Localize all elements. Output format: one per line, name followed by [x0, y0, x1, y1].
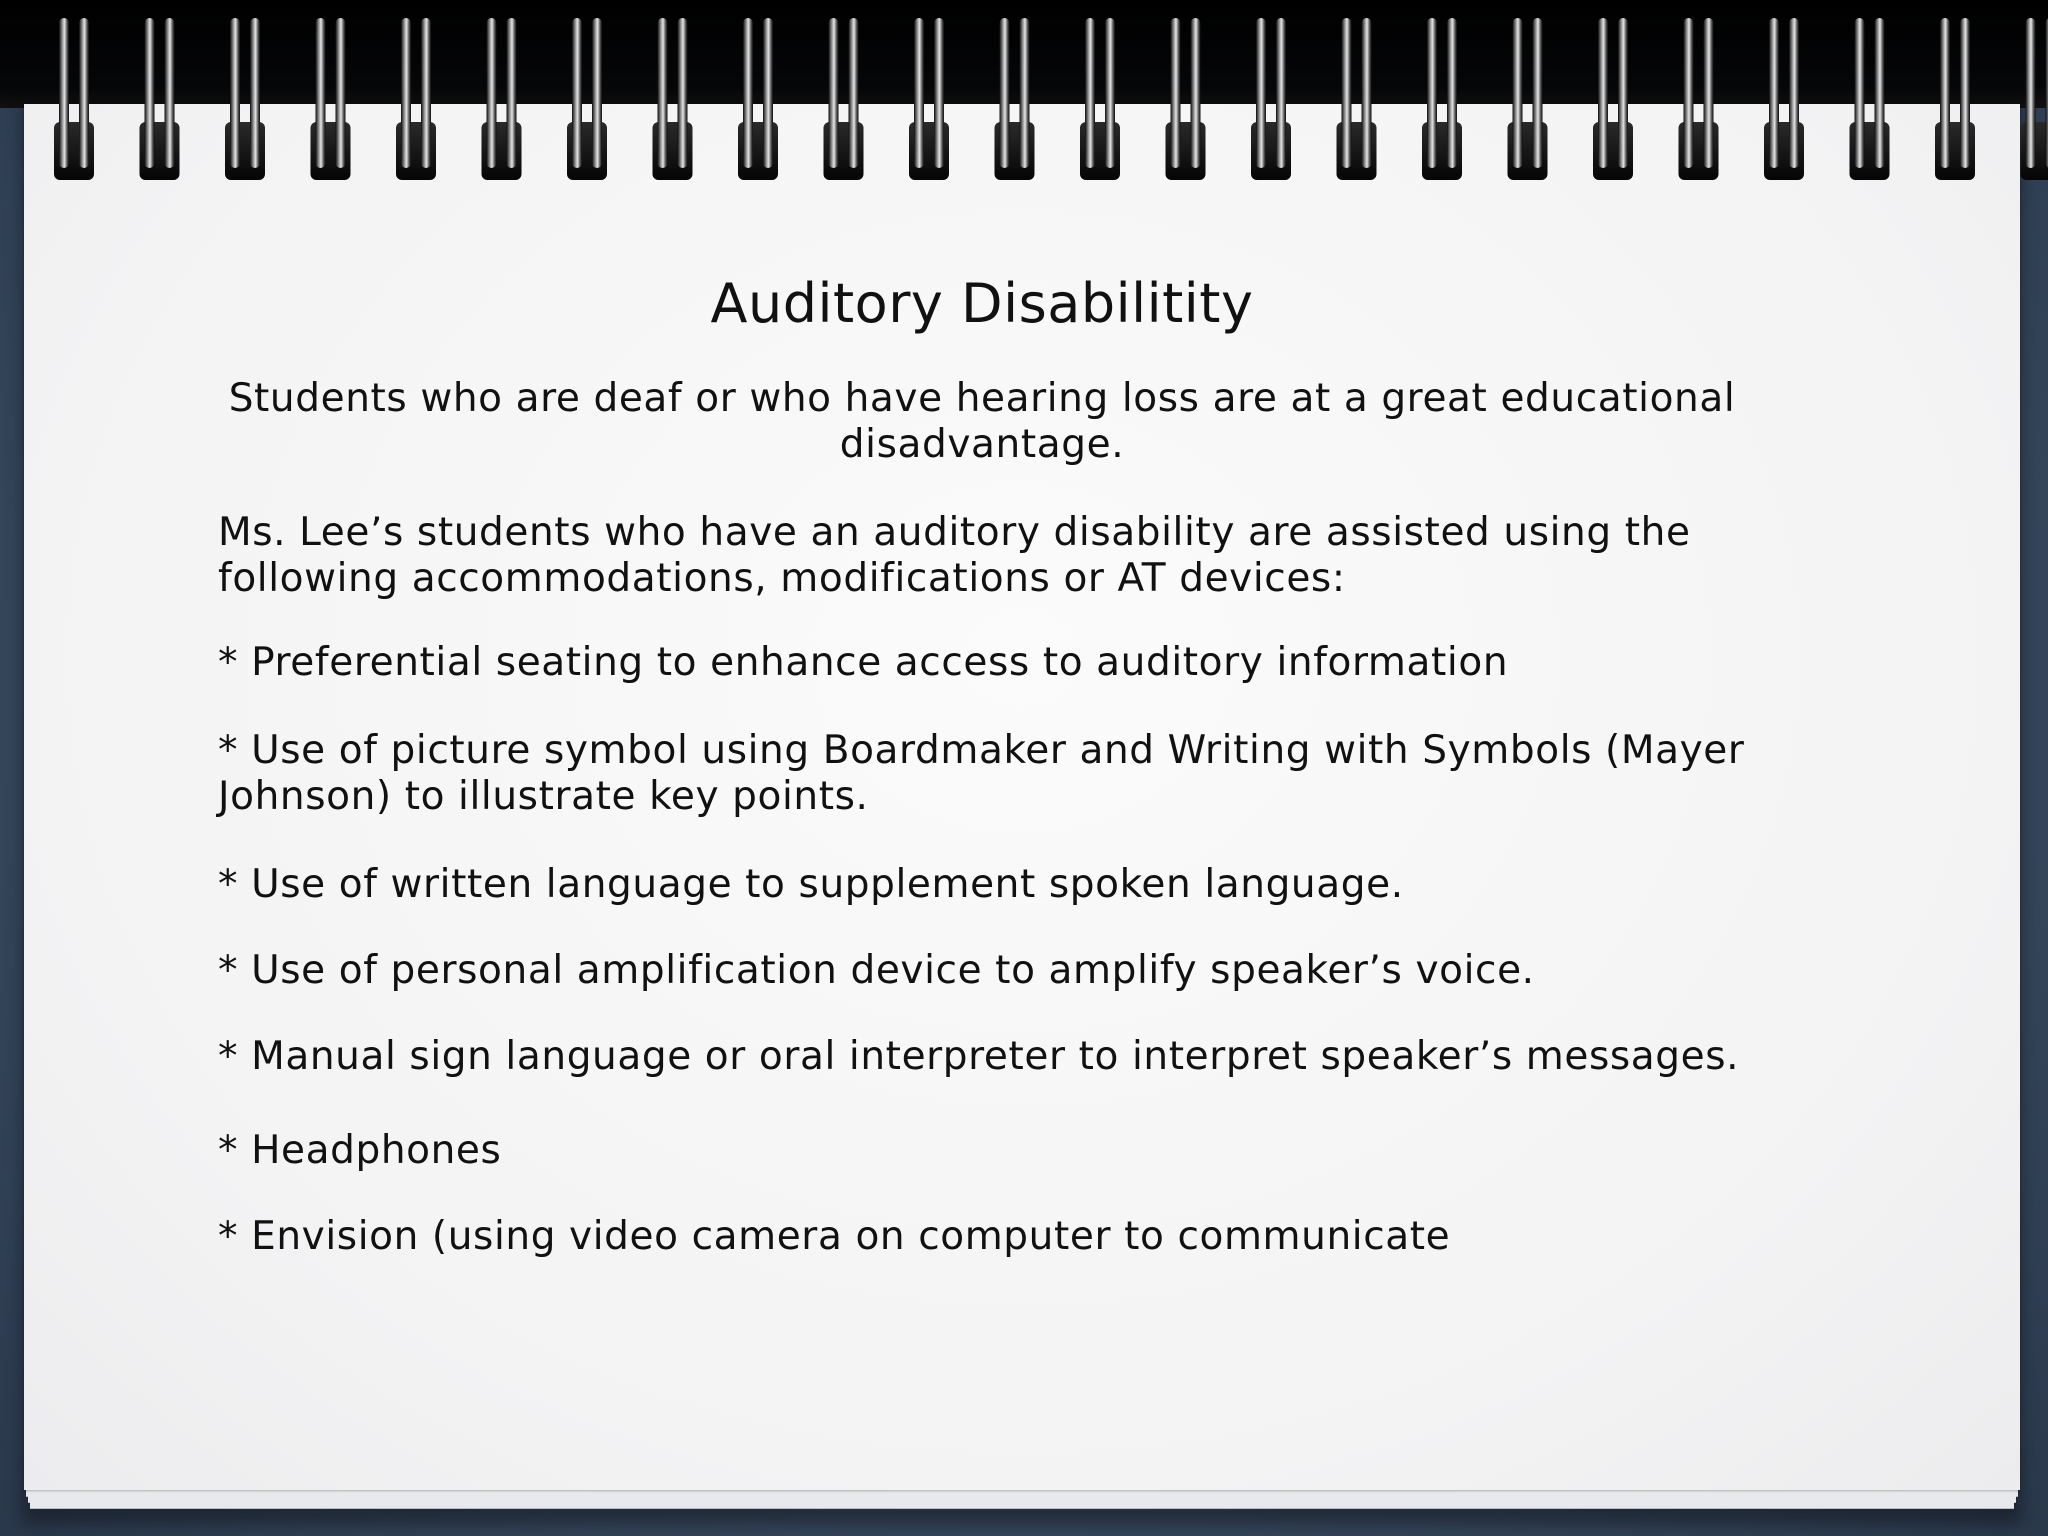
binding-ring: [311, 18, 351, 180]
list-item: * Headphones: [218, 1128, 502, 1173]
binding-ring: [824, 18, 864, 180]
list-item: * Manual sign language or oral interpreter to interpret speaker’s messages.: [218, 1034, 1740, 1079]
binding-ring: [482, 18, 522, 180]
binding-ring: [225, 18, 265, 180]
list-item: * Use of personal amplification device to amplify speaker’s voice.: [218, 948, 1535, 993]
intro-text: Students who are deaf or who have hearing loss are at a great educational disadvantage.: [228, 376, 1736, 467]
spiral-binding: [0, 0, 2048, 190]
list-item: * Use of written language to supplement spoken language.: [218, 862, 1404, 907]
binding-ring: [1080, 18, 1120, 180]
binding-ring: [2021, 18, 2048, 180]
binding-ring: [140, 18, 180, 180]
binding-ring: [1593, 18, 1633, 180]
binding-ring: [1508, 18, 1548, 180]
list-item: * Use of picture symbol using Boardmaker and Writing with Symbols (Mayer Johnson) to illustrate key points.: [218, 728, 1745, 819]
binding-ring: [995, 18, 1035, 180]
binding-ring: [1166, 18, 1206, 180]
binding-ring: [1337, 18, 1377, 180]
binding-ring: [396, 18, 436, 180]
binding-ring: [1251, 18, 1291, 180]
binding-ring: [54, 18, 94, 180]
binding-ring: [653, 18, 693, 180]
lead-paragraph: Ms. Lee’s students who have an auditory disability are assisted using the following accommodations, modifications or AT devices:: [218, 510, 1691, 601]
binding-ring: [1850, 18, 1890, 180]
binding-ring: [567, 18, 607, 180]
binding-ring: [1679, 18, 1719, 180]
binding-ring: [1935, 18, 1975, 180]
paper-edge: [30, 1500, 2014, 1509]
slide-title: Auditory Disabilitity: [710, 272, 1254, 335]
binding-ring: [909, 18, 949, 180]
binding-ring: [1422, 18, 1462, 180]
binding-ring: [738, 18, 778, 180]
list-item: * Preferential seating to enhance access to auditory information: [218, 640, 1509, 685]
binding-ring: [1764, 18, 1804, 180]
ring-row: [54, 18, 2048, 180]
list-item: * Envision (using video camera on computer to communicate: [218, 1214, 1451, 1259]
